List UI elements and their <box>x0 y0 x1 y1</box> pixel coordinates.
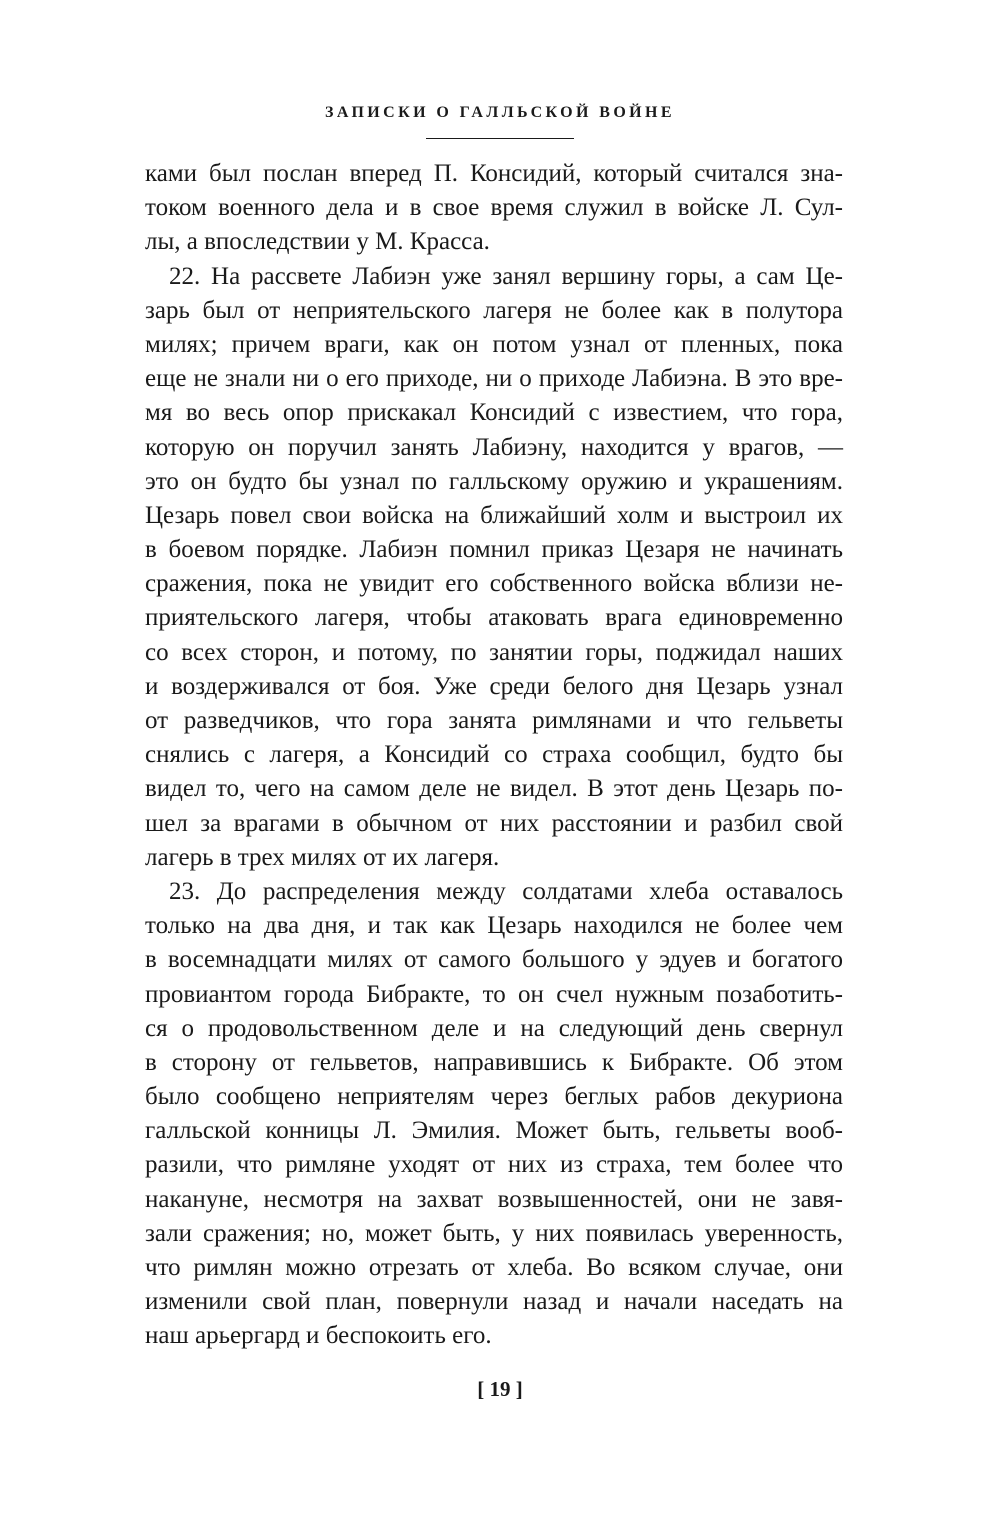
text-line: зарь был от неприятельского лагеря не более как в полутора <box>145 296 843 324</box>
text-line: от разведчиков, что гора занята римлянами и что гельветы <box>145 707 843 734</box>
text-line: со всех сторон, и потому, по занятии горы, поджидал наших <box>145 638 843 666</box>
text-line: накануне, несмотря на захват возвышенностей, они не завя- <box>145 1185 843 1213</box>
text-line: лагерь в трех милях от их лагеря. <box>145 843 500 871</box>
text-line: ками был послан вперед П. Консидий, который считался зна- <box>145 160 843 187</box>
header-rule <box>426 138 574 139</box>
text-line: было сообщено неприятелям через беглых рабов декуриона <box>145 1083 843 1111</box>
text-line: галльской конницы Л. Эмилия. Может быть, гельветы вооб- <box>145 1117 843 1145</box>
text-line: разили, что римляне уходят от них из страха, тем более что <box>145 1151 843 1179</box>
body-text <box>145 157 843 1354</box>
text-line: снялись с лагеря, а Консидий со страха сообщил, будто бы <box>145 741 843 769</box>
text-line: Цезарь повел свои войска на ближайший холм и выстроил их <box>145 501 843 529</box>
text-line: еще не знали ни о его приходе, ни о приходе Лабиэна. В это вре- <box>145 365 843 393</box>
text-line: только на два дня, и так как Цезарь находился не более чем <box>145 912 843 940</box>
paragraph-23-start: 23. До распределения между солдатами хлеба оставалось <box>169 877 843 905</box>
text-line: наш арьергард и беспокоить его. <box>145 1322 492 1350</box>
text-line: в сторону от гельветов, направившись к Бибракте. Об этом <box>145 1048 843 1076</box>
text-line: милях; причем враги, как он потом узнал от пленных, пока <box>145 330 843 358</box>
text-line: провиантом города Бибракте, то он счел нужным позаботить- <box>145 980 843 1008</box>
text-line: изменили свой план, повернули назад и начали наседать на <box>145 1288 843 1316</box>
text-line: зали сражения; но, может быть, у них появилась уверенность, <box>145 1219 843 1247</box>
text-line: шел за врагами в обычном от них расстоянии и разбил свой <box>145 809 843 837</box>
page-number: [ 19 ] <box>477 1377 523 1401</box>
text-line: ся о продовольственном деле и на следующий день свернул <box>145 1014 843 1042</box>
text-line: приятельского лагеря, чтобы атаковать врага единовременно <box>145 604 843 632</box>
running-head-title: ЗАПИСКИ О ГАЛЛЬСКОЙ ВОЙНЕ <box>325 104 675 121</box>
text-line: током военного дела и в свое время служил в войске Л. Сул- <box>145 194 843 222</box>
paragraph-22-start: 22. На рассвете Лабиэн уже занял вершину горы, а сам Це- <box>169 262 843 290</box>
text-line: что римлян можно отрезать от хлеба. Во всяком случае, они <box>145 1254 843 1281</box>
text-line: лы, а впоследствии у М. Красса. <box>145 228 490 256</box>
text-line: мя во весь опор прискакал Консидий с известием, что гора, <box>145 399 843 427</box>
text-line: видел то, чего на самом деле не видел. В этот день Цезарь по- <box>145 775 843 803</box>
text-line: в боевом порядке. Лабиэн помнил приказ Цезаря не начинать <box>145 536 843 564</box>
text-line: и воздерживался от боя. Уже среди белого дня Цезарь узнал <box>145 672 843 700</box>
text-line: в восемнадцати милях от самого большого у эдуев и богатого <box>145 946 843 974</box>
text-line: сражения, пока не увидит его собственного войска вблизи не- <box>145 570 843 598</box>
text-line: которую он поручил занять Лабиэну, находится у врагов, — <box>145 433 843 461</box>
text-line: это он будто бы узнал по галльскому оружию и украшениям. <box>145 467 843 495</box>
